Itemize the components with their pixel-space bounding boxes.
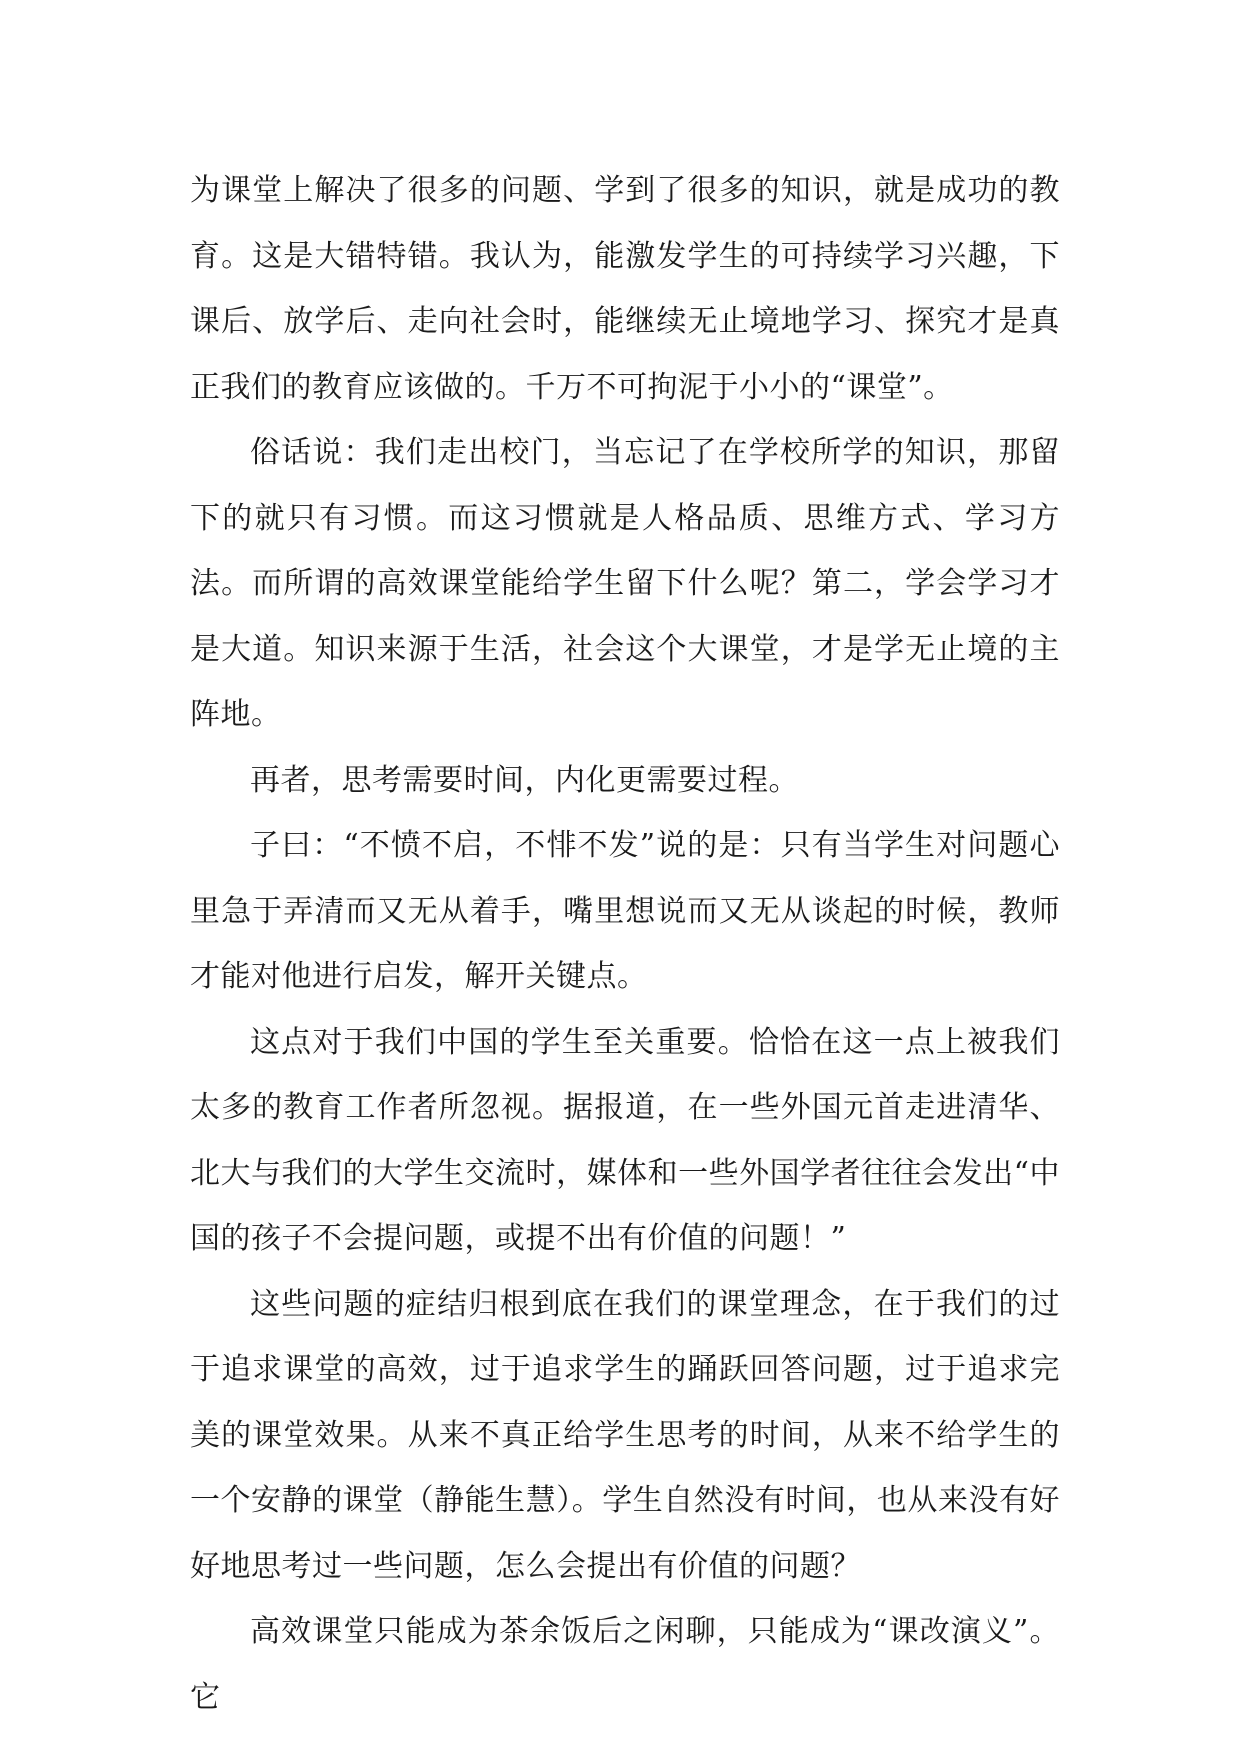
paragraph: 再者，思考需要时间，内化更需要过程。 [250, 762, 799, 798]
paragraph: 俗话说：我们走出校门，当忘记了在学校所学的知识，那留下的就只有习惯。而这习惯就是人格品质、思维方式、学习方法。而所谓的高效课堂能给学生留下什么呢？第二，学会学习才是大道。知识来源于生活，社会这个大课堂，才是学无止境的主阵地。 [190, 435, 1060, 732]
paragraph: 高效课堂只能成为茶余饭后之闲聊，只能成为“课改演义”。它 [190, 1614, 1060, 1715]
paragraph: 这点对于我们中国的学生至关重要。恰恰在这一点上被我们太多的教育工作者所忽视。据报道，在一些外国元首走进清华、北大与我们的大学生交流时，媒体和一些外国学者往往会发出“中国的孩子不会提问题，或提不出有价值的问题！” [190, 1024, 1060, 1256]
paragraph: 为课堂上解决了很多的问题、学到了很多的知识，就是成功的教育。这是大错特错。我认为，能激发学生的可持续学习兴趣，下课后、放学后、走向社会时，能继续无止境地学习、探究才是真正我们的教育应该做的。千万不可拘泥于小小的“课堂”。 [190, 173, 1060, 405]
paragraph: 这些问题的症结归根到底在我们的课堂理念，在于我们的过于追求课堂的高效，过于追求学生的踊跃回答问题，过于追求完美的课堂效果。从来不真正给学生思考的时间，从来不给学生的一个安静的课堂（静能生慧）。学生自然没有时间，也从来没有好好地思考过一些问题，怎么会提出有价值的问题？ [190, 1286, 1060, 1584]
paragraph: 子曰：“不愤不启，不悱不发”说的是：只有当学生对问题心里急于弄清而又无从着手，嘴里想说而又无从谈起的时候，教师才能对他进行启发，解开关键点。 [190, 828, 1060, 994]
body-text [190, 158, 1060, 1730]
